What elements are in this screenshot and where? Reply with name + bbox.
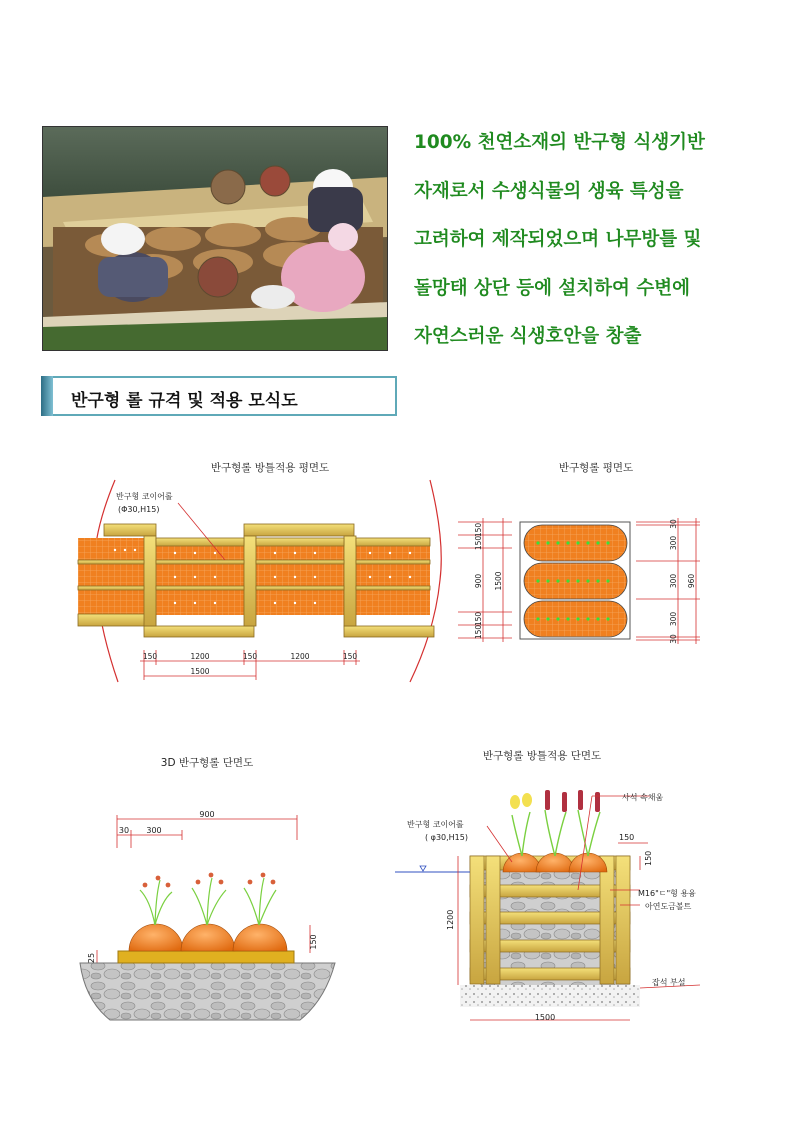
dim-label: 30 [118,826,130,835]
description-line: 돌망태 상단 등에 설치하여 수변에 [414,277,690,299]
dim-label: 1500 [534,1013,556,1022]
diagram3-title: 3D 반구형롤 단면도 [160,757,254,769]
description-line: 100% 천연소재의 반구형 식생기반 [414,132,705,153]
dim-label: 900 [199,810,215,819]
dim-label: 150 [474,535,483,551]
dim-label: 900 [474,573,483,589]
dim-label: 300 [146,826,162,835]
dim-label: 1200 [290,652,310,661]
description-line: 자재로서 수생식물의 생육 특성을 [414,180,684,202]
diagram1-title: 반구형롤 방틀적용 평면도 [210,462,330,474]
dim-label: 1200 [446,909,455,930]
label-bolt-spec: M16"ㄷ"형 용융 [638,889,696,898]
dim-label: 150 [309,934,318,950]
dim-label: 150 [474,611,483,627]
dim-label: 960 [687,573,696,589]
dim-label: 150 [142,652,158,661]
dim-label: 300 [669,535,678,551]
diagram-frame-section [395,749,700,1022]
dim-label: 300 [669,573,678,589]
dim-label: 150 [474,522,483,538]
label-bolt-type: 아연도금볼트 [645,902,692,911]
dim-label: 150 [619,833,635,842]
diagram4-callout-spec: ( φ30,H15) [425,833,468,842]
dim-label: 150 [474,624,483,640]
dim-label: 25 [87,952,96,964]
dim-label: 30 [669,634,678,644]
description-line: 자연스러운 식생호안을 창출 [414,326,642,347]
diagram1-callout-spec: (Φ30,H15) [118,505,160,514]
label-plant-fill: 사석 속채움 [622,793,664,802]
diagram4-callout-name: 반구형 코이어롤 [407,820,464,829]
diagram-roll-plan [458,461,700,644]
diagram2-title: 반구형롤 평면도 [558,462,634,474]
description-line: 고려하여 제작되었으며 나무방틀 및 [414,229,702,250]
diagram4-title: 반구형롤 방틀적용 단면도 [482,750,602,762]
dim-label: 30 [669,519,678,529]
diagram1-callout-name: 반구형 코이어롤 [116,492,173,501]
section-title: 반구형 롤 규격 및 적용 모식도 [71,391,298,411]
dim-label: 300 [669,611,678,627]
dim-total: 1500 [190,667,210,676]
label-base-gravel: 잡석 부설 [652,978,686,987]
dim-label: 150 [644,850,653,866]
dim-label: 150 [342,652,358,661]
dim-label: 150 [242,652,258,661]
dim-label: 1500 [494,571,503,591]
diagram-3d-section [80,756,335,1020]
diagram-frame-plan [78,461,441,682]
dim-label: 1200 [190,652,210,661]
